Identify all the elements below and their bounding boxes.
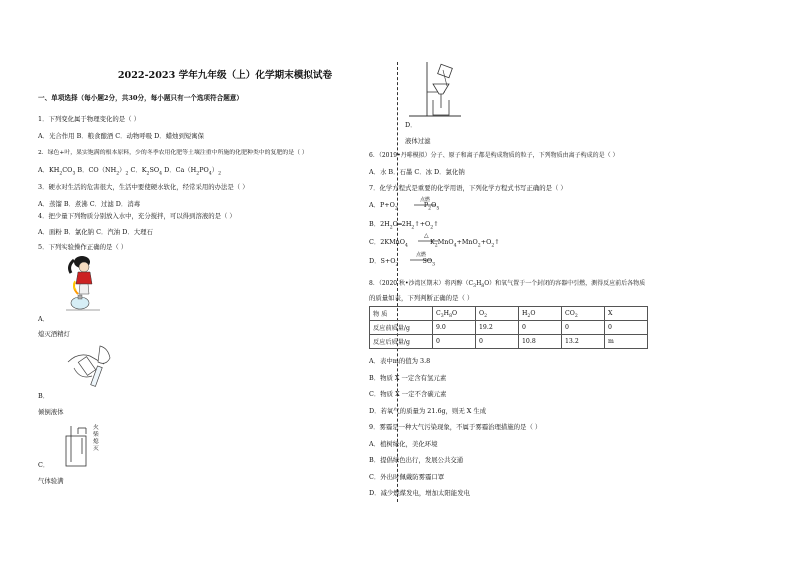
table-cell: 19.2	[476, 321, 519, 335]
equation-d: D．$S+O_2$ $SO_3$	[369, 257, 435, 268]
table-cell: 0	[433, 335, 476, 349]
table-row	[370, 335, 648, 349]
equation-c: C．2KMnO$_4$ $K_2MnO_4+MnO_2+O_2↑$	[369, 238, 500, 249]
question-7-stem: 7．化学方程式是重要的化学用语，下列化学方程式书写正确的是（ ）	[369, 184, 567, 192]
option-c-caption: 气体验满	[38, 477, 64, 485]
question-8-option-b: B．物质 X 一定含有氢元素	[369, 374, 447, 382]
table-cell: 10.8	[519, 335, 562, 349]
match-label: 火 柴 熄 灭	[93, 425, 99, 452]
page-title: 2022-2023 学年九年级（上）化学期末模拟试卷	[117, 70, 333, 81]
question-6-options: A．水 B．石墨 C．冰 D．氯化钠	[369, 168, 465, 176]
question-8-stem: 8．（2020 秋•沙湾区期末）将丙醇$(C_3H_8O)$和氧气置于一个封闭的容器中引燃，测得反应前后各物质	[369, 280, 646, 290]
table-cell: 反应前质量/g	[370, 321, 433, 335]
condition-burn-d: 点燃	[416, 252, 427, 258]
table-cell: 0	[476, 335, 519, 349]
option-b-label: B．	[38, 392, 50, 400]
filtration-figure	[405, 62, 465, 118]
question-1-options: A．光合作用 B．粮食酿酒 C．动物呼吸 D．蜡烛到短寓保	[38, 132, 205, 140]
question-2-stem: 2．绿色+叶，果实饱满的根本原料，少的冬季农用化肥等土壤注重中所施的化肥种类中的复肥的是（ ）	[38, 150, 308, 156]
pour-liquid-figure	[60, 340, 122, 390]
table-cell: $O_2$	[476, 307, 519, 321]
question-8-option-a: A．表中m的值为 3.8	[369, 357, 431, 365]
condition-burn-a: 点燃	[420, 197, 431, 203]
question-9-option-d: D．减少燃煤发电，增加太阳能发电	[369, 489, 470, 497]
option-c-label: C．	[38, 461, 50, 469]
table-row	[370, 307, 648, 321]
option-d-label: D．	[405, 121, 417, 129]
question-1-stem: 1．下列变化属于物理变化的是（ ）	[38, 115, 140, 123]
equation-a: A．$P+O_2$ $P_2O_5$	[369, 201, 440, 212]
question-9-stem: 9．雾霾是一种大气污染现象，不属于雾霾治理措施的是（ ）	[369, 423, 542, 431]
question-8-option-c: C．物质 X 一定不含碳元素	[369, 390, 447, 398]
table-cell: m	[605, 335, 648, 349]
table-cell: 0	[519, 321, 562, 335]
table-cell: X	[605, 307, 648, 321]
question-8-stem-2: 的质量如表，下列判断正确的是（ ）	[369, 294, 474, 302]
table-cell: 0	[562, 321, 605, 335]
table-cell: 0	[605, 321, 648, 335]
mass-table	[369, 306, 648, 349]
table-cell: 13.2	[562, 335, 605, 349]
question-9-option-a: A．植树绿化，美化环境	[369, 440, 438, 448]
question-2-options: A．$KH_2CO_3$ B．$CO(NH_2)_2$ C．$K_2SO_4$ D．$Ca(H_2PO_4)_2$	[38, 166, 222, 177]
section-heading: 一、单项选择（每小题2分，共30分，每小题只有一个选项符合题意）	[38, 94, 243, 102]
question-4-options: A．面粉 B．氯化钠 C．汽油 D．大理石	[38, 228, 153, 236]
table-cell: $H_2O$	[519, 307, 562, 321]
option-b-caption: 倾倒液体	[38, 408, 64, 416]
condition-heat-c: △	[424, 232, 429, 239]
question-9-option-b: B．提倡绿色出行，发展公共交通	[369, 456, 464, 464]
question-8-option-d: D．若氧气的质量为 21.6g，则无 X 生成	[369, 407, 487, 415]
gas-check-figure	[60, 424, 106, 468]
table-cell: 物 质	[370, 307, 433, 321]
question-9-option-c: C．外出时佩戴防雾霾口罩	[369, 473, 445, 481]
option-a-caption: 熄灭酒精灯	[38, 330, 70, 338]
option-d-caption: 液体过滤	[405, 137, 431, 145]
table-cell: 反应后质量/g	[370, 335, 433, 349]
question-3-stem: 3．硬水对生活的危害很大，生活中要使硬水软化，经常采用的办法是（ ）	[38, 183, 249, 191]
option-a-label: A．	[38, 315, 50, 323]
question-4-stem: 4．把少量下列物质分别放入水中，充分搅拌，可以得到溶液的是（ ）	[38, 212, 236, 220]
table-cell: $C_3H_8O$	[433, 307, 476, 321]
equation-b: B．$2H_2O═2H_2↑+O_2↑$	[369, 220, 439, 231]
question-3-options: A．蒸馏 B．煮沸 C．过滤 D．消毒	[38, 200, 141, 208]
table-cell: 9.0	[433, 321, 476, 335]
question-6-stem: 6．（2019•丹啡模拟）分子、原子和离子都是构成物质的粒子，下列物质由离子构成的是（ ）	[369, 152, 619, 159]
question-5-stem: 5．下列实验操作正确的是（ ）	[38, 243, 128, 251]
table-row	[370, 321, 648, 335]
table-cell: $CO_2$	[562, 307, 605, 321]
blow-out-lamp-figure	[62, 254, 104, 318]
